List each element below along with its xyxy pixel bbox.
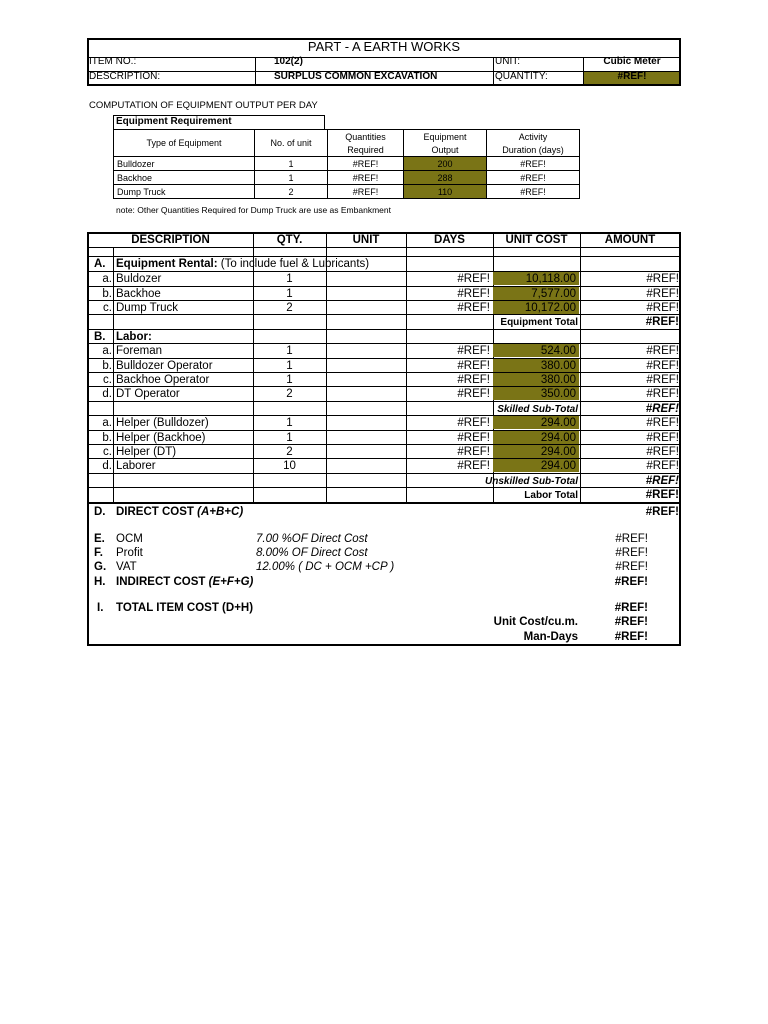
direct-cost-formula: (A+B+C) <box>197 506 244 518</box>
row-days: #REF! <box>457 432 490 444</box>
equipment-output: 110 <box>404 185 487 199</box>
row-letter: b. <box>102 432 112 444</box>
skilled-subtotal: #REF! <box>645 403 679 415</box>
col-activity-header-1: Activity <box>487 130 580 144</box>
row-unit-cost: 524.00 <box>540 345 576 357</box>
labor-total-label: Labor Total <box>524 490 578 501</box>
indirect-cost-value: #REF! <box>614 576 648 588</box>
row-unit-cost: 294.00 <box>540 417 576 429</box>
row-letter: b. <box>102 360 112 372</box>
row-days: #REF! <box>457 360 490 372</box>
equipment-type: Bulldozer <box>114 157 255 171</box>
row-unit-cost: 7,577.00 <box>531 288 576 300</box>
indirect-cost-letter: H. <box>94 576 106 588</box>
row-letter: c. <box>103 374 112 386</box>
ocm-label: OCM <box>116 533 143 545</box>
item-no-value: 102(2) <box>274 56 303 67</box>
description-label: DESCRIPTION: <box>89 71 161 82</box>
row-amount: #REF! <box>646 432 679 444</box>
quantity-value: #REF! <box>617 71 647 82</box>
row-name: Buldozer <box>116 273 162 285</box>
equipment-table <box>113 129 580 199</box>
man-days-label: Man-Days <box>523 631 578 643</box>
header-qty: QTY. <box>276 234 303 246</box>
direct-cost-letter: D. <box>94 506 106 518</box>
col-activity-header-2: Duration (days) <box>487 143 580 157</box>
row-amount: #REF! <box>646 273 679 285</box>
labor-total: #REF! <box>645 489 679 501</box>
equipment-note: note: Other Quantities Required for Dump Truck are use as Embankment <box>116 205 391 215</box>
row-days: #REF! <box>457 288 490 300</box>
equipment-duration: #REF! <box>487 157 580 171</box>
indirect-cost-text: INDIRECT COST <box>116 576 209 588</box>
row-unit-cost: 10,172.00 <box>524 302 576 314</box>
direct-cost-value: #REF! <box>645 506 679 518</box>
equipment-duration: #REF! <box>487 185 580 199</box>
equipment-units: 1 <box>255 157 328 171</box>
row-name: Backhoe Operator <box>116 374 210 386</box>
row-name: Helper (Bulldozer) <box>116 417 209 429</box>
computation-title: COMPUTATION OF EQUIPMENT OUTPUT PER DAY <box>89 100 318 111</box>
row-days: #REF! <box>457 273 490 285</box>
section-a-title: Equipment Rental: <box>116 258 218 270</box>
ocm-desc: 7.00 %OF Direct Cost <box>256 533 368 545</box>
row-qty: 1 <box>286 374 293 386</box>
row-name: Backhoe <box>116 288 161 300</box>
equipment-units: 1 <box>255 171 328 185</box>
row-amount: #REF! <box>646 374 679 386</box>
equipment-output: 288 <box>404 171 487 185</box>
row-qty: 1 <box>286 288 293 300</box>
row-unit-cost: 294.00 <box>540 460 576 472</box>
indirect-cost-formula: (E+F+G) <box>208 576 254 588</box>
unit-value: Cubic Meter <box>603 56 661 67</box>
profit-desc: 8.00% OF Direct Cost <box>256 547 368 559</box>
row-qty: 1 <box>286 273 293 285</box>
man-days-value: #REF! <box>614 631 648 643</box>
row-unit-cost: 380.00 <box>540 360 576 372</box>
equipment-type: Dump Truck <box>114 185 255 199</box>
profit-label: Profit <box>116 547 143 559</box>
vat-value: #REF! <box>615 561 648 573</box>
unit-label: UNIT: <box>495 56 520 67</box>
row-qty: 10 <box>283 460 296 472</box>
row-letter: d. <box>102 460 112 472</box>
col-units-header: No. of unit <box>255 130 328 157</box>
row-letter: b. <box>102 288 112 300</box>
row-qty: 1 <box>286 345 293 357</box>
unskilled-subtotal-label: Unskilled Sub-Total <box>485 476 578 487</box>
unit-cost-value: #REF! <box>614 616 648 628</box>
row-qty: 1 <box>286 417 293 429</box>
row-days: #REF! <box>457 374 490 386</box>
row-amount: #REF! <box>646 417 679 429</box>
row-name: Helper (Backhoe) <box>116 432 206 444</box>
row-unit-cost: 294.00 <box>540 446 576 458</box>
header-description: DESCRIPTION <box>131 234 210 246</box>
row-days: #REF! <box>457 388 490 400</box>
item-no-label: ITEM NO.: <box>89 56 137 67</box>
row-name: Helper (DT) <box>116 446 177 458</box>
vat-label: VAT <box>116 561 137 573</box>
row-qty: 2 <box>286 388 293 400</box>
equipment-title: Equipment Requirement <box>116 116 232 127</box>
row-amount: #REF! <box>646 360 679 372</box>
equipment-type: Backhoe <box>114 171 255 185</box>
equipment-qty: #REF! <box>328 171 404 185</box>
row-letter: a. <box>102 345 112 357</box>
equipment-qty: #REF! <box>328 185 404 199</box>
profit-value: #REF! <box>615 547 648 559</box>
section-a-heading <box>116 257 369 271</box>
header-unit-cost: UNIT COST <box>505 234 568 246</box>
skilled-subtotal-label: Skilled Sub-Total <box>497 404 578 415</box>
col-output-header-2: Output <box>404 143 487 157</box>
row-name: Bulldozer Operator <box>116 360 213 372</box>
unit-cost-label: Unit Cost/cu.m. <box>493 616 578 628</box>
row-name: Laborer <box>116 460 156 472</box>
section-a-letter: A. <box>94 258 106 270</box>
col-output-header-1: Equipment <box>404 130 487 144</box>
row-amount: #REF! <box>646 345 679 357</box>
section-b-letter: B. <box>94 331 106 343</box>
section-b-title: Labor: <box>116 331 152 343</box>
equipment-duration: #REF! <box>487 171 580 185</box>
row-qty: 2 <box>286 302 293 314</box>
col-type-header: Type of Equipment <box>114 130 255 157</box>
ocm-letter: E. <box>94 533 105 545</box>
col-qty-header-1: Quantities <box>328 130 404 144</box>
row-letter: c. <box>103 302 112 314</box>
table-row <box>114 171 580 185</box>
row-amount: #REF! <box>646 388 679 400</box>
row-unit-cost: 350.00 <box>540 388 576 400</box>
row-qty: 2 <box>286 446 293 458</box>
equipment-total-label: Equipment Total <box>500 317 578 328</box>
header-amount: AMOUNT <box>604 234 656 246</box>
row-name: DT Operator <box>116 388 180 400</box>
section-a-note: (To include fuel & Lubricants) <box>220 258 370 270</box>
equipment-units: 2 <box>255 185 328 199</box>
row-days: #REF! <box>457 460 490 472</box>
row-days: #REF! <box>457 446 490 458</box>
total-cost-label: TOTAL ITEM COST (D+H) <box>116 602 254 614</box>
part-title: PART - A EARTH WORKS <box>307 39 461 54</box>
row-days: #REF! <box>457 417 490 429</box>
direct-cost-text: DIRECT COST <box>116 506 198 518</box>
equipment-total: #REF! <box>645 316 679 328</box>
table-row <box>114 185 580 199</box>
row-letter: c. <box>103 446 112 458</box>
unskilled-subtotal: #REF! <box>645 475 679 487</box>
row-days: #REF! <box>457 302 490 314</box>
row-letter: d. <box>102 388 112 400</box>
header-unit: UNIT <box>352 234 380 246</box>
table-row <box>114 157 580 171</box>
row-amount: #REF! <box>646 288 679 300</box>
header-days: DAYS <box>434 234 465 246</box>
row-name: Foreman <box>116 345 163 357</box>
row-amount: #REF! <box>646 446 679 458</box>
vat-letter: G. <box>94 561 107 573</box>
quantity-label: QUANTITY: <box>495 71 548 82</box>
row-qty: 1 <box>286 360 293 372</box>
row-amount: #REF! <box>646 460 679 472</box>
description-value: SURPLUS COMMON EXCAVATION <box>274 71 438 82</box>
vat-desc: 12.00% ( DC + OCM +CP ) <box>256 561 395 573</box>
row-unit-cost: 294.00 <box>540 432 576 444</box>
indirect-cost-label <box>116 575 253 589</box>
profit-letter: F. <box>94 547 103 559</box>
row-days: #REF! <box>457 345 490 357</box>
row-letter: a. <box>102 417 112 429</box>
row-qty: 1 <box>286 432 293 444</box>
ocm-value: #REF! <box>615 533 648 545</box>
row-unit-cost: 10,118.00 <box>525 273 576 285</box>
equipment-qty: #REF! <box>328 157 404 171</box>
row-letter: a. <box>102 273 112 285</box>
equipment-output: 200 <box>404 157 487 171</box>
total-cost-value: #REF! <box>614 602 648 614</box>
row-unit-cost: 380.00 <box>540 374 576 386</box>
row-amount: #REF! <box>646 302 679 314</box>
direct-cost-label <box>116 505 243 519</box>
row-name: Dump Truck <box>116 302 178 314</box>
col-qty-header-2: Required <box>328 143 404 157</box>
total-cost-letter: I. <box>97 602 104 614</box>
